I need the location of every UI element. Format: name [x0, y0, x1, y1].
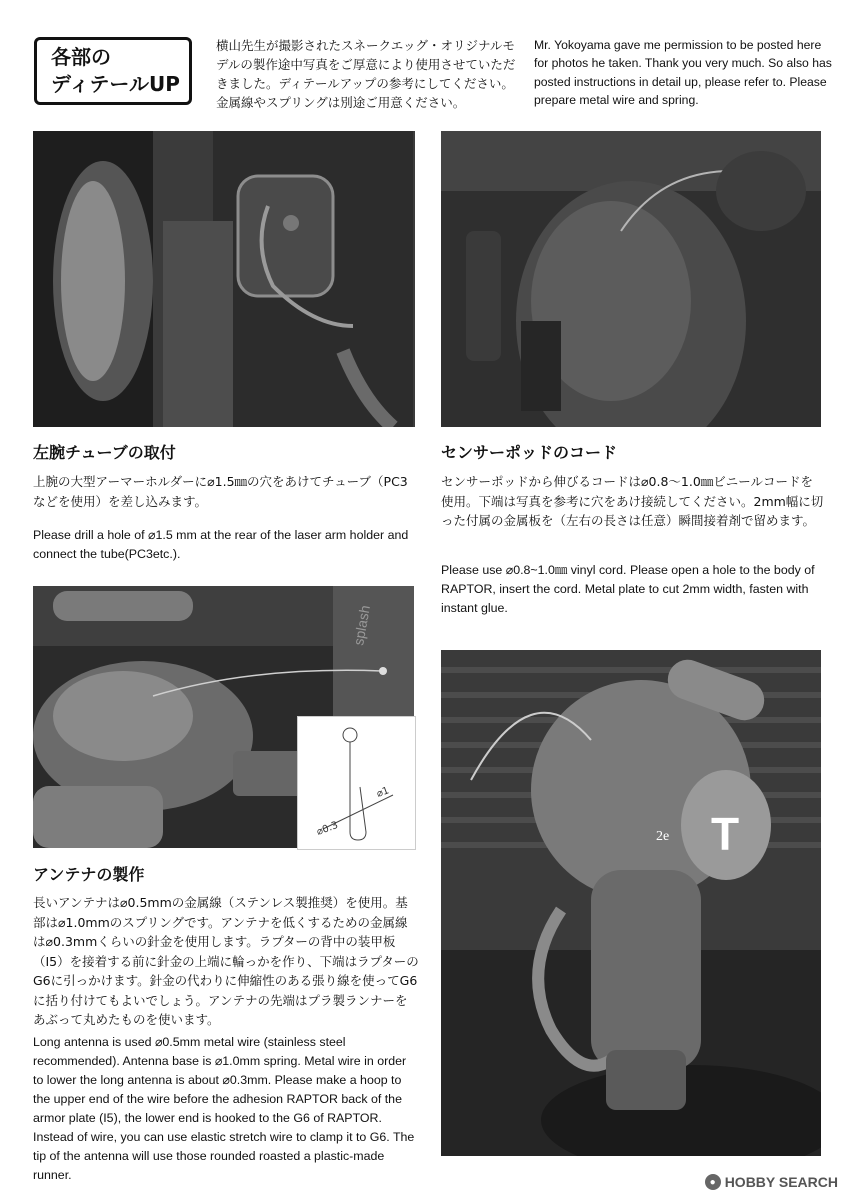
title-line-2: ディテールUP: [51, 72, 180, 96]
hobby-search-label: HOBBY SEARCH: [724, 1174, 838, 1190]
left-arm-japanese-text: 上腕の大型アーマーホルダーに⌀1.5㎜の穴をあけてチューブ（PC3などを使用）を差し込みます。: [33, 474, 408, 509]
inset-label-2: ⌀0.3: [315, 819, 340, 838]
heading-left-arm-tube: 左腕チューブの取付: [33, 443, 176, 462]
heading-antenna: アンテナの製作: [33, 865, 145, 884]
antenna-wire-inset-diagram: [297, 716, 416, 850]
section-title-box: [34, 37, 192, 105]
intro-english: Mr. Yokoyama gave me permission to be posted here for photos he taken. Thank you very much. So also has posted instructions in detail up, please refer to. Please prepare metal wire and spring.: [534, 38, 832, 108]
heading-sensor-pod-cord: センサーポッドのコード: [441, 443, 618, 462]
photo-left-arm-tube: [33, 131, 415, 427]
antenna-english-text: Long antenna is used ⌀0.5mm metal wire (stainless steel recommended). Antenna base is ⌀1.0mm spring. Metal wire in order to lower the long antenna is about ⌀0.3mm. Please make a hoop to the upper end of the wire before the adhesion RAPTOR back of the armor plate (I5), the lower end is hooked to the G6 of RAPTOR. Instead of wire, you can use elastic stretch wire to clamp it to G6. The tip of the antenna will use those rounded roasted a plastic-made runner.: [33, 1035, 415, 1182]
hobby-search-watermark: [705, 1174, 838, 1190]
title-line-1: 各部の: [51, 45, 111, 69]
left-arm-english-text: Please drill a hole of ⌀1.5 mm at the rear of the laser arm holder and connect the tube(PC3etc.).: [33, 528, 409, 561]
hobby-search-logo-icon: ●: [705, 1174, 721, 1190]
sensor-pod-english-text: Please use ⌀0.8~1.0㎜ vinyl cord. Please open a hole to the body of RAPTOR, insert the cord. Metal plate to cut 2mm width, fasten with instant glue.: [441, 563, 815, 615]
armor-mark: 2e: [656, 829, 670, 844]
photo-sensor-pod-cord: [441, 131, 821, 427]
sensor-pod-japanese-text: センサーポッドから伸びるコードは⌀0.8〜1.0㎜ビニールコードを使用。下端は写真を参考に穴をあけ接続してください。2mm幅に切った付属の金属板を（左右の長さは任意）瞬間接着剤で留めます。: [441, 474, 824, 528]
inset-label-1: ⌀1: [375, 785, 391, 800]
antenna-japanese-text: 長いアンテナは⌀0.5mmの金属線（ステンレス製推奨）を使用。基部は⌀1.0mmのスプリングです。アンテナを低くするための金属線は⌀0.3mmくらいの針金を使用します。ラプターの背中の装甲板（I5）を接着する前に針金の上端に輪っかを作り、下端はラプターのG6に引っかけます。針金の代わりに伸縮性のある張り線を使ってG6に括り付けてもよいでしょう。アンテナの先端はプラ製ランナーをあぶって丸めたものを使います。: [33, 895, 419, 1027]
armor-letter: T: [711, 808, 740, 860]
jar-label: splash: [350, 603, 373, 647]
intro-japanese: 横山先生が撮影されたスネークエッグ・オリジナルモデルの製作途中写真をご厚意により使用させていただきました。ディテールアップの参考にしてください。金属線やスプリングは別途ご用意ください。: [216, 38, 516, 110]
photo-full-model: [441, 650, 821, 1156]
